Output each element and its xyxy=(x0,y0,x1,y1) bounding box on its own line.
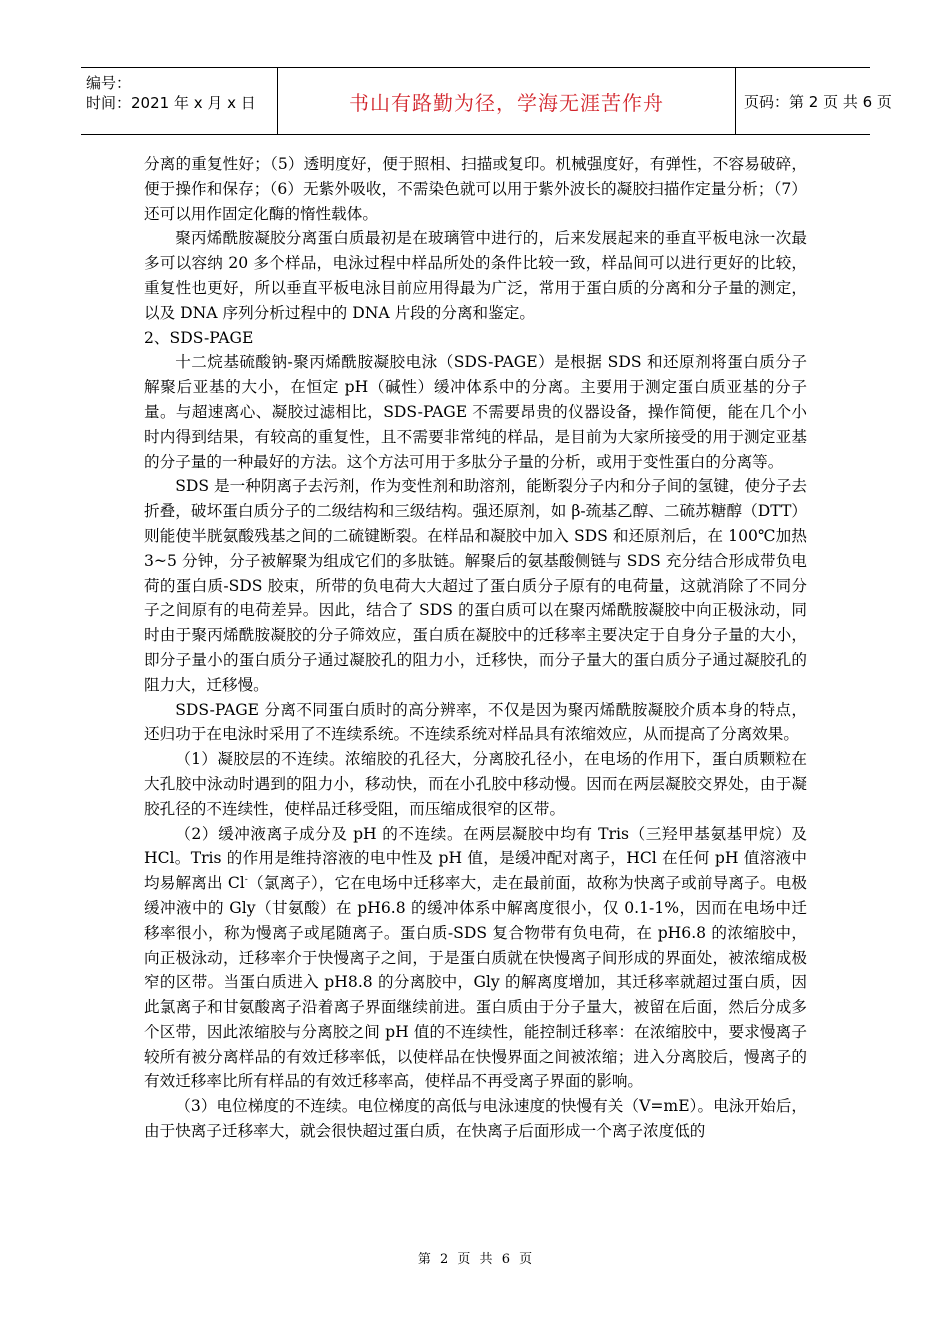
header-motto-cell xyxy=(277,68,736,134)
page-header xyxy=(81,67,892,135)
header-page-cell xyxy=(736,68,892,134)
document-number-label: 编号： xyxy=(86,74,132,92)
paragraph-discontinuous-system: SDS-PAGE 分离不同蛋白质时的高分辨率，不仅是因为聚丙烯酰胺凝胶介质本身的特点，还归功于在电泳时采用了不连续系统。不连续系统对样品具有浓缩效应，从而提高了分离效果。 xyxy=(144,700,807,744)
buffer-ions-text-b: （氯离子），它在电场中迁移率大，走在最前面，故称为快离子或前导离子。电极缓冲液中的 Gly（甘氨酸）在 pH6.8 的缓冲体系中解离度很小，仅 0.1-1%，因而在电场中迁移率很小，称为慢离子或尾随离子。蛋白质-SDS 复合物带有负电荷，在 pH6.8 的浓缩胶中，向正极泳动，迁移率介于快慢离子之间，于是蛋白质就在快慢离子间形成的界面处，被浓缩成极窄的区带。当蛋白质进入 pH8.8 的分离胶中，Gly 的解离度增加，其迁移率就超过蛋白质，因此氯离子和甘氨酸离子沿着离子界面继续前进。蛋白质由于分子量大，被留在后面，然后分成多个区带，因此浓缩胶与分离胶之间 pH 值的不连续性，能控制迁移率：在浓缩胶中，要求慢离子较所有被分离样品的有效迁移率低，以使样品在快慢界面之间被浓缩；进入分离胶后，慢离子的有效迁移率比所有样品的有效迁移率高，使样品不再受离子界面的影响。 xyxy=(144,874,807,1091)
paragraph-vertical-slab: 聚丙烯酰胺凝胶分离蛋白质最初是在玻璃管中进行的，后来发展起来的垂直平板电泳一次最多可以容纳 20 多个样品，电泳过程中样品所处的条件比较一致，样品间可以进行更好的比较，重复性也更好，所以垂直平板电泳目前应用得最为广泛，常用于蛋白质的分离和分子量的测定，以及 DNA 序列分析过程中的 DNA 片段的分离和鉴定。 xyxy=(144,229,807,322)
header-meta xyxy=(81,68,277,134)
section-heading-sds-page: 2、SDS-PAGE xyxy=(144,328,254,347)
header-page-code: 页码：第 2 页 共 6 页 xyxy=(744,92,892,111)
page-footer: 第 2 页 共 6 页 xyxy=(417,1252,533,1267)
paragraph-gel-layer: （1）凝胶层的不连续。浓缩胶的孔径大，分离胶孔径小，在电场的作用下，蛋白质颗粒在大孔胶中泳动时遇到的阻力小，移动快，而在小孔胶中移动慢。因而在两层凝胶交界处，由于凝胶孔径的不连续性，使样品迁移受阻，而压缩成很窄的区带。 xyxy=(144,750,807,818)
header-motto: 书山有路勤为径，学海无涯苦作舟 xyxy=(349,90,664,115)
paragraph-sds-page-intro: 十二烷基硫酸钠-聚丙烯酰胺凝胶电泳（SDS-PAGE）是根据 SDS 和还原剂将蛋白质分子解聚后亚基的大小，在恒定 pH（碱性）缓冲体系中的分离。主要用于测定蛋白质亚基的分子量。与超速离心、凝胶过滤相比，SDS-PAGE 不需要昂贵的仪器设备，操作简便，能在几个小时内得到结果，有较高的重复性，且不需要非常纯的样品，是目前为大家所接受的用于测定亚基的分子量的一种最好的方法。这个方法可用于多肽分子量的分析，或用于变性蛋白的分离等。 xyxy=(144,353,807,471)
buffer-ions-text-a: （2）缓冲液离子成分及 pH 的不连续。在两层凝胶中均有 Tris（三羟甲基氨基甲烷）及 HCl。Tris 的作用是维持溶液的电中性及 pH 值，是缓冲配对离子，HCl 在任何 pH 值溶液中均易解离出 Cl xyxy=(144,824,807,893)
body-text xyxy=(144,152,807,1144)
chloride-superscript: - xyxy=(244,874,248,885)
paragraph-sds-mechanism: SDS 是一种阴离子去污剂，作为变性剂和助溶剂，能断裂分子内和分子间的氢键，使分子去折叠，破坏蛋白质分子的二级结构和三级结构。强还原剂，如 β-巯基乙醇、二硫苏糖醇（DTT）则能使半胱氨酸残基之间的二硫键断裂。在样品和凝胶中加入 SDS 和还原剂后，在 100℃加热 3~5 分钟，分子被解聚为组成它们的多肽链。解聚后的氨基酸侧链与 SDS 充分结合形成带负电荷的蛋白质-SDS 胶束，所带的负电荷大大超过了蛋白质分子原有的电荷量，这就消除了不同分子之间原有的电荷差异。因此，结合了 SDS 的蛋白质可以在聚丙烯酰胺凝胶中向正极泳动，同时由于聚丙烯酰胺凝胶的分子筛效应，蛋白质在凝胶中的迁移率主要决定于自身分子量的大小，即分子量小的蛋白质分子通过凝胶孔的阻力小，迁移快，而分子量大的蛋白质分子通过凝胶孔的阻力大，迁移慢。 xyxy=(144,477,807,694)
paragraph-buffer-ions xyxy=(144,822,807,1095)
paragraph-potential-gradient: （3）电位梯度的不连续。电位梯度的高低与电泳速度的快慢有关（V=mE）。电泳开始后，由于快离子迁移率大，就会很快超过蛋白质，在快离子后面形成一个离子浓度低的 xyxy=(144,1097,807,1141)
paragraph-continuation: 分离的重复性好；（5）透明度好，便于照相、扫描或复印。机械强度好，有弹性，不容易破碎，便于操作和保存；（6）无紫外吸收，不需染色就可以用于紫外波长的凝胶扫描作定量分析；（7）还可以用作固定化酶的惰性载体。 xyxy=(144,155,807,223)
document-date: 时间：2021 年 x 月 x 日 xyxy=(86,94,256,112)
